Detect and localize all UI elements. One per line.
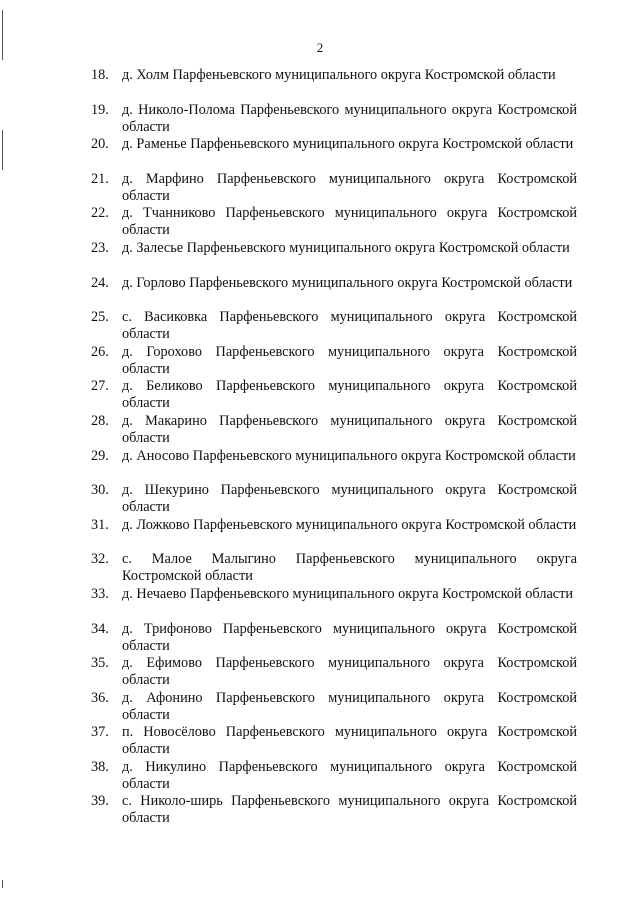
list-item-text: д. Холм Парфеньевского муниципального округа Костромской области — [122, 67, 556, 83]
list-item — [91, 136, 577, 171]
list-item-number: 24. — [91, 274, 109, 291]
list-item-text: д. Раменье Парфеньевского муниципального округа Костромской области — [122, 136, 574, 153]
list-item-text: д. Марфино Парфеньевского муниципального округа Костромской области — [122, 170, 577, 204]
list-item-number: 25. — [91, 309, 109, 326]
list-item-number: 18. — [91, 67, 109, 83]
list-item-text: д. Горохово Парфеньевского муниципального округа Костромской области — [122, 343, 577, 377]
list-item — [91, 621, 577, 656]
settlement-list — [91, 67, 577, 828]
list-item-number: 19. — [91, 101, 109, 118]
list-item — [91, 67, 577, 102]
list-item-text: с. Васиковка Парфеньевского муниципального округа Костромской области — [122, 309, 577, 343]
list-item — [91, 275, 577, 310]
list-item-text: д. Шекурино Парфеньевского муниципального округа Костромской области — [122, 482, 577, 516]
list-item-text: д. Никулино Парфеньевского муниципального округа Костромской области — [122, 758, 577, 792]
list-item — [91, 793, 577, 828]
list-item-number: 22. — [91, 205, 109, 222]
list-item — [91, 448, 577, 483]
scan-edge-mark — [2, 880, 3, 888]
list-item-number: 28. — [91, 412, 109, 429]
list-item-text: с. Малое Малыгино Парфеньевского муниципального округа Костромской области — [122, 551, 577, 585]
list-item-number: 39. — [91, 793, 109, 810]
list-item-number: 26. — [91, 343, 109, 360]
list-item-text: п. Новосёлово Парфеньевского муниципального округа Костромской области — [122, 724, 577, 758]
list-item-text: д. Ефимово Парфеньевского муниципального округа Костромской области — [122, 655, 577, 689]
list-item — [91, 759, 577, 794]
list-item — [91, 690, 577, 725]
list-item-number: 33. — [91, 585, 109, 602]
list-item — [91, 586, 577, 621]
list-item — [91, 551, 577, 586]
list-item-text: д. Трифоново Парфеньевского муниципального округа Костромской области — [122, 620, 577, 654]
list-item — [91, 482, 577, 517]
list-item-text: с. Николо-ширь Парфеньевского муниципального округа Костромской области — [122, 793, 577, 827]
list-item-number: 36. — [91, 689, 109, 706]
list-item — [91, 240, 577, 275]
list-item-number: 23. — [91, 239, 109, 256]
list-item — [91, 517, 577, 552]
list-item — [91, 205, 577, 240]
list-item-text: д. Беликово Парфеньевского муниципального округа Костромской области — [122, 378, 577, 412]
list-item — [91, 102, 577, 137]
list-item — [91, 655, 577, 690]
page-number: 2 — [316, 40, 324, 55]
list-item-number: 37. — [91, 724, 109, 741]
list-item-text: д. Горлово Парфеньевского муниципального округа Костромской области — [122, 274, 573, 291]
list-item-number: 20. — [91, 136, 109, 153]
list-item-number: 35. — [91, 655, 109, 672]
list-item-text: д. Ложково Парфеньевского муниципального округа Костромской области — [122, 516, 577, 533]
list-item — [91, 378, 577, 413]
list-item — [91, 309, 577, 344]
list-item-number: 34. — [91, 620, 109, 637]
list-item-number: 38. — [91, 758, 109, 775]
list-item — [91, 344, 577, 379]
list-item-text: д. Тчанниково Парфеньевского муниципального округа Костромской области — [122, 205, 577, 239]
list-item — [91, 171, 577, 206]
scan-edge-mark — [2, 130, 3, 170]
list-item — [91, 413, 577, 448]
list-item-text: д. Макарино Парфеньевского муниципального округа Костромской области — [122, 412, 577, 446]
list-item-text: д. Залесье Парфеньевского муниципального округа Костромской области — [122, 239, 570, 256]
list-item-number: 27. — [91, 378, 109, 395]
list-item-text: д. Николо-Полома Парфеньевского муниципального округа Костромской области — [122, 101, 577, 135]
list-item-number: 32. — [91, 551, 109, 568]
list-item-text: д. Аносово Парфеньевского муниципального округа Костромской области — [122, 447, 576, 464]
list-item-number: 21. — [91, 170, 109, 187]
list-item-number: 31. — [91, 516, 109, 533]
list-item-number: 29. — [91, 447, 109, 464]
list-item — [91, 724, 577, 759]
list-item-text: д. Афонино Парфеньевского муниципального округа Костромской области — [122, 689, 577, 723]
list-item-text: д. Нечаево Парфеньевского муниципального округа Костромской области — [122, 585, 574, 602]
list-item-number: 30. — [91, 482, 109, 499]
